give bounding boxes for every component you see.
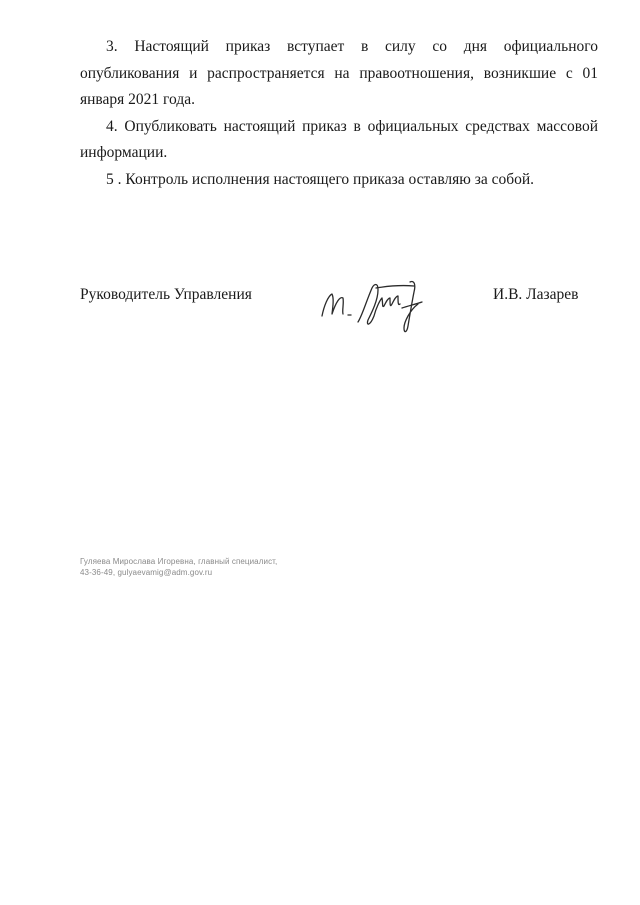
executor-name-line: Гуляева Мирослава Игоревна, главный специалист, [80, 557, 278, 566]
executor-info [80, 556, 277, 578]
signer-name: И.В. Лазарев [493, 286, 579, 303]
handwritten-signature [318, 276, 438, 338]
executor-contact-line: 43-36-49, gulyaevamig@adm.gov.ru [80, 568, 213, 577]
paragraph-4: 4. Опубликовать настоящий приказ в официальных средствах массовой информации. [80, 117, 598, 161]
signature-block [80, 286, 598, 346]
signer-position: Руководитель Управления [80, 286, 252, 303]
paragraph-3: 3. Настоящий приказ вступает в силу со дня официального опубликования и распространяется на правоотношения, возникшие с 01 января 2021 года. [80, 38, 598, 108]
document-body [80, 34, 598, 193]
paragraph-5: 5 . Контроль исполнения настоящего приказа оставляю за собой. [106, 170, 535, 188]
